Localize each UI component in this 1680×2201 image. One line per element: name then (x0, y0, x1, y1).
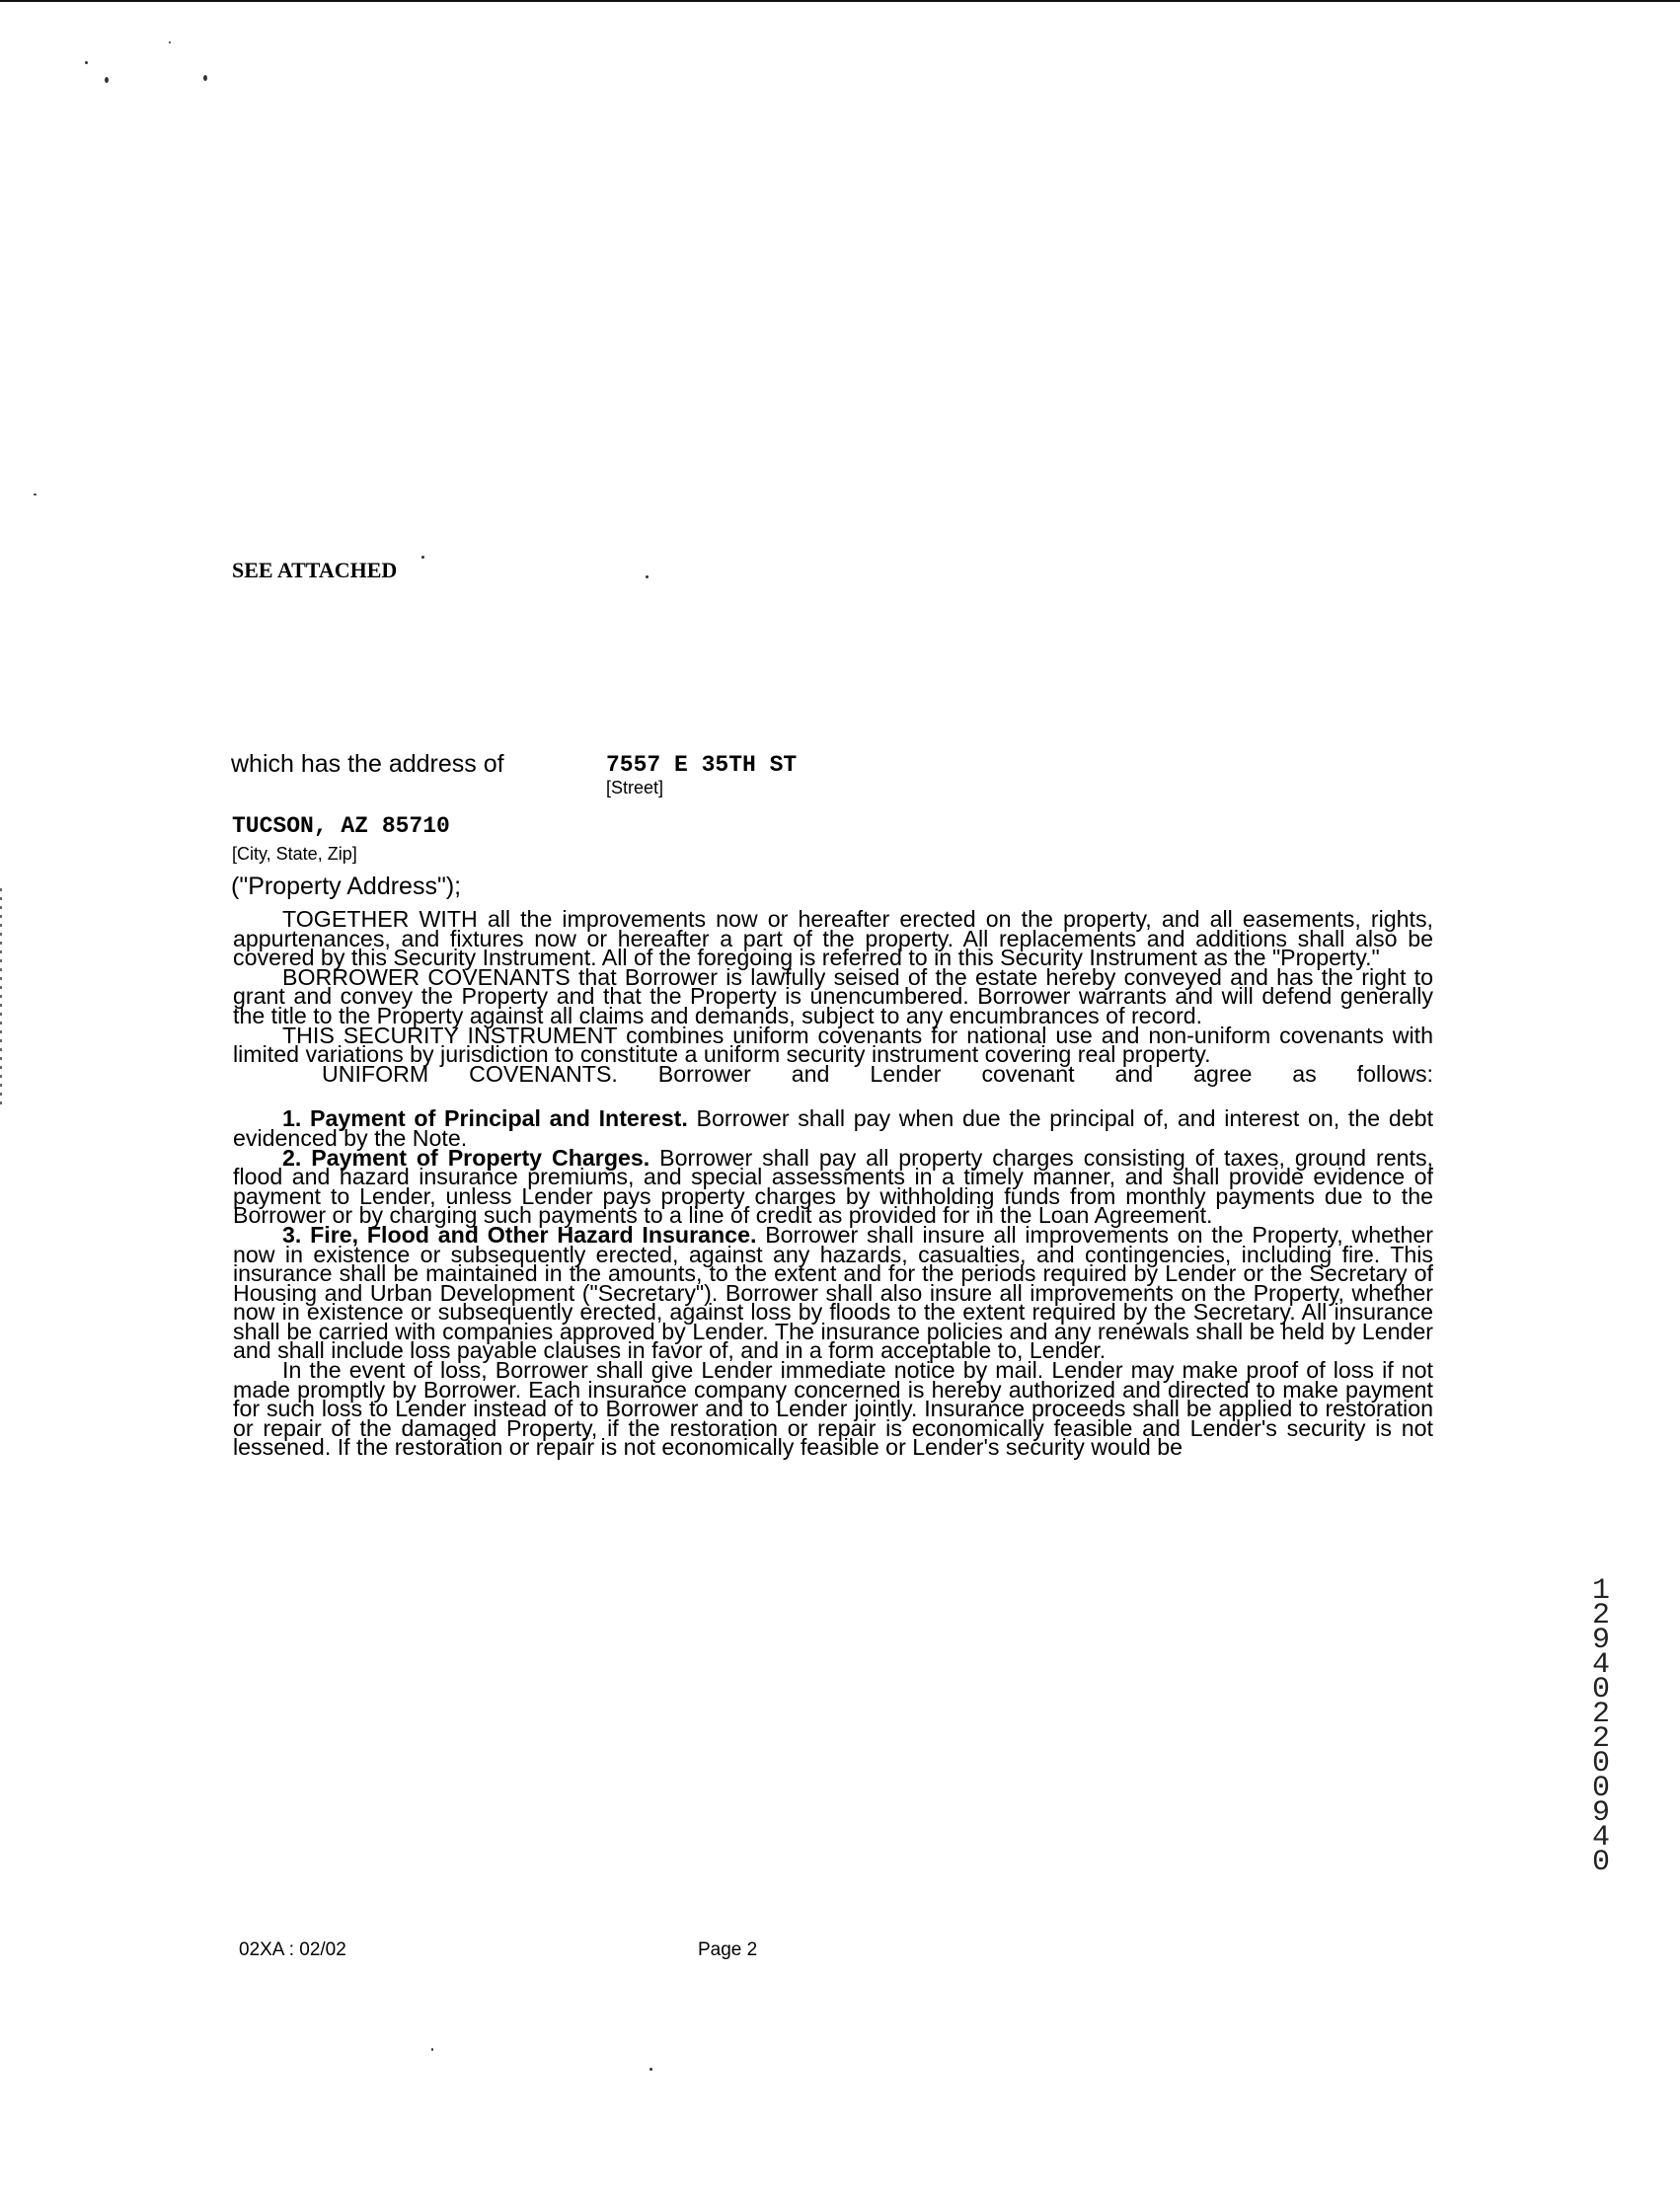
loss-paragraph: In the event of loss, Borrower shall give Lender immediate notice by mail. Lender may make proof of loss if not made promptly by Borrower. Each insurance company concerned is hereby authorized and directed to make payment for such loss to Lender instead of to Borrower and to Lender jointly. Insurance proceeds shall be applied to restoration or repair of the damaged Property, if the restoration or repair is economically feasible and Lender's security is not lessened. If the restoration or repair is not economically feasible or Lender's security would be (233, 1357, 1433, 1461)
recording-number-stamp: 1294 0220 0940 (1591, 1574, 1610, 1879)
covenant-item-1-text: Borrower shall pay when due the principal of, and interest on, the debt evidenced by the Note. (233, 1105, 1434, 1151)
covenant-item-1 (233, 1105, 1434, 1151)
borrower-covenants-paragraph: BORROWER COVENANTS that Borrower is lawfully seised of the estate hereby conveyed and has the right to grant and convey the Property and that the Property is unencumbered. Borrower warrants and will defend generally the title to the Property against all claims and demands, subject to any encumbrances of record. (233, 963, 1433, 1028)
see-attached-label: SEE ATTACHED (232, 558, 398, 582)
covenant-item-2-text: Borrower shall pay all property charges consisting of taxes, ground rents, flood and hazard insurance premiums, and special assessments in a timely manner, and shall provide evidence of payment to Lender, unless Lender pays property charges by withholding funds from monthly payments due to the Borrower or by charging such payments to a line of credit as provided for in the Loan Agreement. (233, 1144, 1433, 1229)
covenant-item-3-title: 3. Fire, Flood and Other Hazard Insurance. (282, 1221, 757, 1248)
top-border-line (0, 0, 1680, 2)
city-state-zip-label: [City, State, Zip] (232, 844, 357, 864)
security-instrument-paragraph: THIS SECURITY INSTRUMENT combines uniform covenants for national use and non-uniform covenants with limited variations by jurisdiction to constitute a uniform security instrument covering real property. (233, 1022, 1433, 1068)
page-number: Page 2 (698, 1939, 758, 1960)
together-with-paragraph: TOGETHER WITH all the improvements now or hereafter erected on the property, and all easements, rights, appurtenances, and fixtures now or hereafter a part of the property. All replacements and additions shall also be covered by this Security Instrument. All of the foregoing is referred to in this Security Instrument as the "Property." (233, 906, 1433, 971)
scan-edge-marks (0, 888, 2, 1105)
covenant-item-3-text: Borrower shall insure all improvements on the Property, whether now in existence or subsequently erected, against any hazards, casualties, and contingencies, including fire. This insurance shall be maintained in the amounts, to the extent and for the periods required by Lender or the Secretary of Housing and Urban Development ("Secretary"). Borrower shall also insure all improvements on the Property, whether now in existence or subsequently erected, against loss by floods to the extent required by the Secretary. All insurance shall be carried with companies approved by Lender. The insurance policies and any renewals shall be held by Lender and shall include loss payable clauses in favor of, and in a form acceptable to, Lender. (233, 1221, 1433, 1364)
street-value: 7557 E 35TH ST (606, 752, 798, 778)
covenant-item-1-title: 1. Payment of Principal and Interest. (282, 1105, 688, 1132)
property-address-label: ("Property Address"); (231, 873, 462, 900)
covenant-item-2 (233, 1144, 1433, 1229)
form-code: 02XA : 02/02 (239, 1939, 346, 1960)
uniform-covenants-paragraph: UNIFORM COVENANTS. Borrower and Lender covenant and agree as follows: (322, 1060, 1433, 1087)
covenant-item-3 (233, 1221, 1433, 1364)
covenant-item-2-title: 2. Payment of Property Charges. (282, 1144, 650, 1171)
city-state-zip-value: TUCSON, AZ 85710 (232, 813, 450, 839)
address-lead-text: which has the address of (231, 750, 504, 778)
street-field-label: [Street] (606, 778, 664, 797)
body-text (233, 906, 1434, 1461)
